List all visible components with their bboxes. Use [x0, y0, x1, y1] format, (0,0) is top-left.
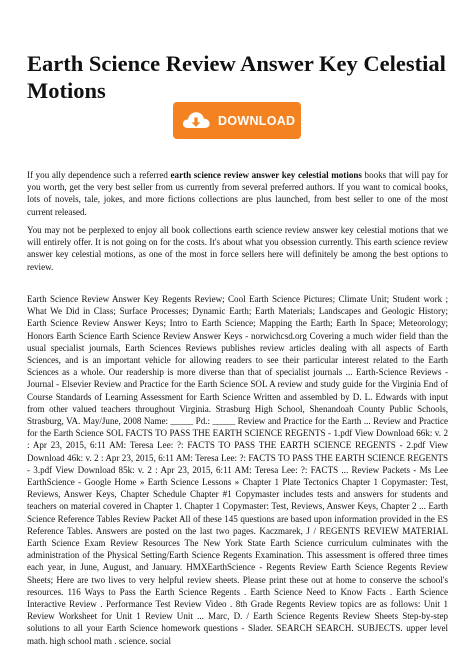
- intro-paragraph: [27, 169, 448, 218]
- cloud-download-icon: [181, 109, 211, 133]
- body-paragraph: Earth Science Review Answer Key Regents Review; Cool Earth Science Pictures; Climate Unit; Student work ; What We Did in Class; Surface Processes; Dynamic Earth; Earth Materials; Landscapes and Geologic History; Earth Science Review Answer Keys; Intro to Earth Science; Mapping the Earth; Earth In Space; Meteorology; Honors Earth Science Earth Science Review Answer Keys - norwichcsd.org Covering a much wider field than the usual specialist journals, Earth Sciences Reviews publishes review articles dealing with all aspects of Earth Sciences, and is an important vehicle for allowing readers to see their particular interest related to the Earth Sciences as a whole. Our readership is more diverse than that of specialist journals ... Earth-Science Reviews - Journal - Elsevier Review and Practice for the Earth Science SOL A review and study guide for the Virginia End of Course Standards of Learning Assessment for Earth Science Written and assembled by D. L. Edwards with input from other valued teachers throughout Virginia. Strasburg High School, Shenandoah County Public Schools, Strasburg, VA. May/June, 2008 Name: _____ Pd.: _____ Review and Practice for the Earth ... Review and Practice for the Earth Science SOL FACTS TO PASS THE EARTH SCIENCE REGENTS - 1.pdf View Download 66k: v. 2 : Apr 23, 2015, 6:11 AM: Teresa Lee: ?: FACTS TO PASS THE EARTH SCIENCE REGENTS - 2.pdf View Download 46k: v. 2 : Apr 23, 2015, 6:11 AM: Teresa Lee: ?: FACTS TO PASS THE EARTH SCIENCE REGENTS - 3.pdf View Download 85k: v. 2 : Apr 23, 2015, 6:11 AM: Teresa Lee: ?: FACTS ... Review Packets - Ms Lee EarthScience - Google Home » Earth Science Lessons » Chapter 1 Plate Tectonics Chapter 1 Copymaster: Test, Reviews, Answer Keys, Chapter Schedule Chapter #1 Copymaster includes tests and answers for students and teachers on material covered in Chapter 1. Chapter 1 Copymaster: Test, Reviews, Answer Keys, Chapter 2 ... Earth Science Reference Tables Review Packet All of these 145 questions are based upon information provided in the ES Reference Tables. Answers are posted on the last two pages. Kaczmarek, J / REGENTS REVIEW MATERIAL Earth Science Exam Review Resources The New York State Earth Science curriculum culminates with the administration of the Physical Setting/Earth Science Regents Examination. This assessment is offered three times each year, in June, August, and January. HMXEarthScience - Regents Review Earth Science Regents Review Sheets; Here are two lives to very helpful review sheets. Please print these out at home to conserve the school's resources. 116 Ways to Pass the Earth Science Regents . Earth Science Need to Know Facts . Earth Science Interactive Review . Performance Test Review Video . 8th Grade Regents Review topics are as follows: Unit 1 Review Worksheet for Unit 1 Review Unit ... Marc, D. / Earth Science Regents Review Sheets Step-by-step solutions to all your Earth Science homework questions - Slader. SEARCH SEARCH. SUBJECTS. upper level math. high school math . science. social: [27, 294, 448, 646]
- document-title: Earth Science Review Answer Key Celestial Motions: [27, 51, 446, 103]
- intro-keyword: earth science review answer key celestial motions: [170, 170, 362, 180]
- intro-text-end: books that will pay for you worth, get the very best seller from us currently from several preferred authors. If you want to comical books, lots of novels, tale, jokes, and more fictions collections are plus launched, from best seller to one of the most current released.: [27, 170, 448, 217]
- intro-text-start: If you ally dependence such a referred: [27, 170, 171, 180]
- download-label: DOWNLOAD: [218, 113, 296, 128]
- download-button[interactable]: [173, 102, 301, 139]
- second-paragraph: You may not be perplexed to enjoy all book collections earth science review answer key celestial motions that we will entirely offer. It is not going on for the costs. It's about what you obsession currently. This earth science review answer key celestial motions, as one of the most in force sellers here will definitely be among the best options to review.: [27, 225, 448, 272]
